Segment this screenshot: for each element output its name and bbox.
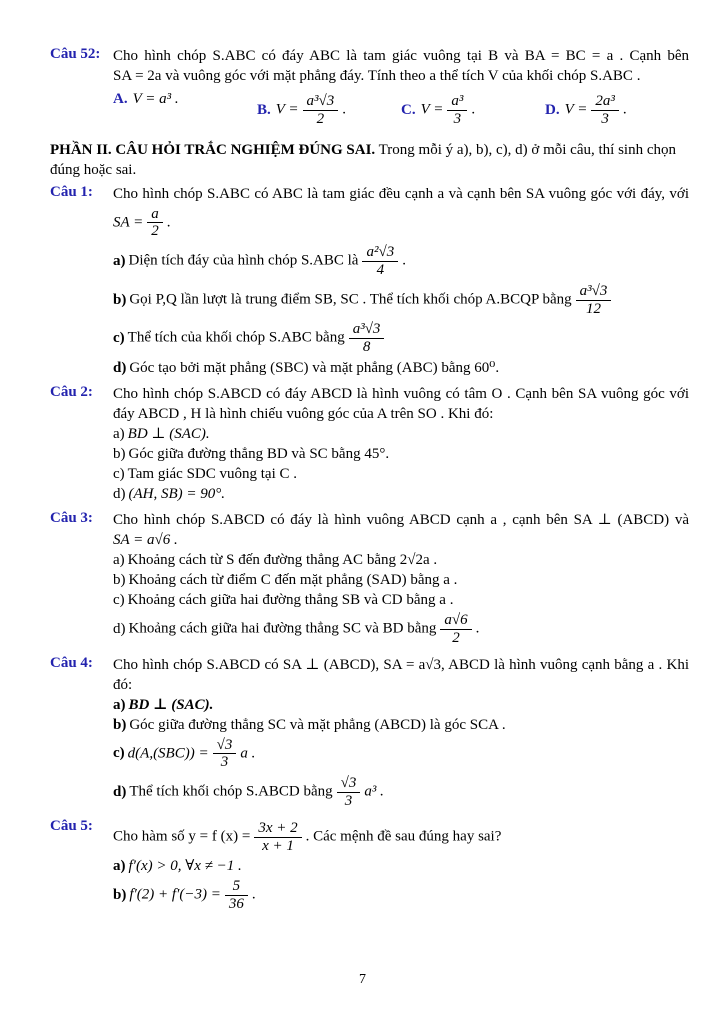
statement-a bbox=[113, 695, 689, 715]
statement-d bbox=[113, 610, 689, 649]
statement-period: a . bbox=[240, 745, 256, 762]
fraction-numerator: 2a³ bbox=[591, 93, 619, 111]
statement-text: Thể tích khối chóp S.ABCD bằng bbox=[129, 783, 333, 800]
fraction-numerator: a bbox=[147, 206, 163, 224]
option-d-letter: D. bbox=[545, 101, 560, 118]
statement-marker: d) bbox=[113, 485, 126, 502]
statement-text: Góc giữa đường thẳng BD và SC bằng 45°. bbox=[128, 445, 390, 462]
question-52 bbox=[50, 46, 689, 130]
statement-b bbox=[113, 876, 689, 915]
statement-a bbox=[113, 856, 689, 876]
statement-text: BD ⊥ (SAC). bbox=[127, 425, 210, 442]
fraction-denominator: 2 bbox=[316, 110, 325, 127]
option-c bbox=[401, 91, 545, 130]
option-d-period: . bbox=[622, 101, 627, 118]
option-b-formula: V = bbox=[275, 101, 299, 118]
part2-heading-rest: Trong mỗi ý a), b), c), d) ở mỗi câu, thí sinh chọn bbox=[375, 141, 676, 158]
fraction-denominator: x + 1 bbox=[262, 837, 294, 854]
statement-marker: b) bbox=[113, 887, 127, 904]
option-a bbox=[113, 91, 257, 130]
question-2-label: Câu 2: bbox=[50, 383, 93, 400]
statement-marker: d) bbox=[113, 620, 126, 637]
fraction-denominator: 2 bbox=[452, 629, 460, 646]
option-d-fraction bbox=[591, 93, 619, 128]
statement-fraction bbox=[440, 612, 471, 647]
question-1-sa bbox=[113, 204, 689, 243]
option-d bbox=[545, 91, 689, 130]
statement-fraction bbox=[362, 244, 398, 279]
question-5-intro bbox=[113, 818, 689, 857]
fraction-denominator: 8 bbox=[362, 339, 371, 356]
statement-a bbox=[113, 242, 689, 281]
fraction-numerator: √3 bbox=[337, 775, 361, 793]
question-4-intro-line2: đó: bbox=[113, 676, 133, 693]
fraction-denominator: 4 bbox=[376, 261, 385, 278]
statement-period: . bbox=[251, 887, 256, 904]
option-c-period: . bbox=[471, 101, 476, 118]
question-3 bbox=[50, 510, 689, 649]
statement-text: Khoảng cách từ điểm C đến mặt phẳng (SAD) bằng a . bbox=[128, 571, 458, 588]
question-3-intro-line2: SA = a√6 . bbox=[113, 531, 178, 548]
page-number: 7 bbox=[359, 972, 366, 987]
statement-d bbox=[113, 358, 689, 378]
question-3-intro-line1: Cho hình chóp S.ABCD có đáy là hình vuông ABCD cạnh a , cạnh bên SA ⊥ (ABCD) và bbox=[113, 511, 689, 528]
intro-text-after: . Các mệnh đề sau đúng hay sai? bbox=[305, 828, 502, 845]
fraction-numerator: √3 bbox=[213, 737, 237, 755]
statement-text: Tam giác SDC vuông tại C . bbox=[127, 465, 298, 482]
statement-fraction bbox=[213, 737, 237, 772]
statement-text: Góc giữa đường thẳng SC và mặt phẳng (ABCD) là góc SCA . bbox=[129, 716, 506, 733]
statement-marker: c) bbox=[113, 465, 125, 482]
fraction-denominator: 36 bbox=[228, 896, 244, 913]
statement-text: f′(2) + f′(−3) = bbox=[129, 887, 221, 904]
question-1 bbox=[50, 184, 689, 378]
fraction-numerator: a³√3 bbox=[576, 283, 612, 301]
sa-formula: SA = bbox=[113, 214, 144, 231]
statement-marker: a) bbox=[113, 696, 126, 713]
fraction-numerator: a√6 bbox=[440, 612, 471, 630]
statement-text: Góc tạo bởi mặt phẳng (SBC) và mặt phẳng (ABC) bằng 60⁰. bbox=[129, 359, 500, 376]
statement-text: BD ⊥ (SAC). bbox=[128, 696, 214, 713]
statement-c bbox=[113, 319, 689, 358]
fraction-numerator: a³√3 bbox=[303, 93, 339, 111]
fraction-numerator: a³√3 bbox=[349, 321, 385, 339]
question-1-label: Câu 1: bbox=[50, 183, 93, 200]
statement-b bbox=[113, 570, 689, 590]
option-d-formula: V = bbox=[564, 101, 588, 118]
statement-marker: c) bbox=[113, 591, 125, 608]
option-b-fraction bbox=[303, 93, 339, 128]
sa-fraction bbox=[147, 206, 163, 241]
question-52-label: Câu 52: bbox=[50, 46, 101, 62]
question-52-text-line2: SA = 2a và vuông góc với mặt phẳng đáy. Tính theo a thể tích V của khối chóp S.ABC . bbox=[113, 68, 641, 84]
option-b-letter: B. bbox=[257, 101, 271, 118]
question-52-options bbox=[113, 91, 689, 130]
fraction-denominator: 3 bbox=[220, 754, 229, 771]
statement-marker: b) bbox=[113, 445, 126, 462]
statement-marker: d) bbox=[113, 783, 127, 800]
statement-text: (AH, SB) = 90°. bbox=[128, 485, 226, 502]
fraction-denominator: 3 bbox=[344, 792, 353, 809]
statement-text: Khoảng cách giữa hai đường thẳng SC và BD bằng bbox=[128, 620, 437, 637]
statement-marker: a) bbox=[113, 858, 126, 875]
statement-text: Khoảng cách giữa hai đường thẳng SB và CD bằng a . bbox=[127, 591, 454, 608]
fraction-denominator: 2 bbox=[151, 223, 159, 240]
statement-text: Diện tích đáy của hình chóp S.ABC là bbox=[128, 252, 359, 269]
question-52-text-line1: Cho hình chóp S.ABC có đáy ABC là tam giác vuông tại B và BA = BC = a . Cạnh bên bbox=[113, 48, 689, 64]
statement-fraction bbox=[337, 775, 361, 810]
statement-period: . bbox=[475, 620, 480, 637]
statement-c bbox=[113, 464, 689, 484]
option-c-fraction bbox=[447, 93, 467, 128]
question-2 bbox=[50, 384, 689, 504]
statement-fraction bbox=[349, 321, 385, 356]
option-a-letter: A. bbox=[113, 91, 128, 107]
statement-b bbox=[113, 444, 689, 464]
question-4 bbox=[50, 655, 689, 812]
option-b-period: . bbox=[342, 101, 347, 118]
part2-heading bbox=[50, 140, 689, 180]
question-5 bbox=[50, 818, 689, 915]
statement-marker: b) bbox=[113, 571, 126, 588]
fraction-numerator: a³ bbox=[447, 93, 467, 111]
fraction-numerator: 5 bbox=[225, 878, 248, 896]
statement-a bbox=[113, 424, 689, 444]
statement-text: d(A,(SBC)) = bbox=[127, 745, 209, 762]
question-4-intro-line1: Cho hình chóp S.ABCD có SA ⊥ (ABCD), SA = a√3, ABCD là hình vuông cạnh bằng a . Khi bbox=[113, 656, 689, 673]
statement-period: a³ . bbox=[364, 783, 384, 800]
fraction-numerator: 3x + 2 bbox=[254, 820, 301, 838]
option-c-letter: C. bbox=[401, 101, 416, 118]
question-1-intro: Cho hình chóp S.ABC có ABC là tam giác đều cạnh a và cạnh bên SA vuông góc với đáy, với bbox=[113, 185, 689, 202]
question-5-label: Câu 5: bbox=[50, 817, 93, 834]
question-2-intro-line2: đáy ABCD , H là hình chiếu vuông góc của A trên SO . Khi đó: bbox=[113, 405, 494, 422]
question-2-intro-line1: Cho hình chóp S.ABCD có đáy ABCD là hình vuông có tâm O . Cạnh bên SA vuông góc với bbox=[113, 385, 689, 402]
part2-heading-line2: đúng hoặc sai. bbox=[50, 161, 137, 178]
statement-text: f′(x) > 0, ∀x ≠ −1 . bbox=[128, 858, 242, 875]
fraction-numerator: a²√3 bbox=[362, 244, 398, 262]
fraction-denominator: 12 bbox=[586, 300, 602, 317]
statement-c bbox=[113, 735, 689, 774]
statement-marker: b) bbox=[113, 291, 127, 308]
statement-text: Khoảng cách từ S đến đường thẳng AC bằng 2√2a . bbox=[127, 551, 438, 568]
statement-fraction bbox=[225, 878, 248, 913]
part2-heading-bold: PHẦN II. CÂU HỎI TRẮC NGHIỆM ĐÚNG SAI. bbox=[50, 141, 376, 158]
intro-text: Cho hàm số y = f (x) = bbox=[113, 828, 251, 845]
statement-text: Thể tích của khối chóp S.ABC bằng bbox=[127, 330, 345, 347]
statement-c bbox=[113, 590, 689, 610]
statement-marker: a) bbox=[113, 252, 126, 269]
option-b bbox=[257, 91, 401, 130]
option-c-formula: V = bbox=[420, 101, 444, 118]
statement-marker: b) bbox=[113, 716, 127, 733]
statement-marker: a) bbox=[113, 425, 125, 442]
fraction-denominator: 3 bbox=[453, 110, 462, 127]
statement-b bbox=[113, 715, 689, 735]
statement-period: . bbox=[402, 252, 406, 269]
intro-fraction bbox=[254, 820, 301, 855]
option-a-formula: V = a³ . bbox=[132, 91, 179, 107]
statement-d bbox=[113, 484, 689, 504]
statement-marker: a) bbox=[113, 551, 125, 568]
question-3-label: Câu 3: bbox=[50, 509, 93, 526]
statement-fraction bbox=[576, 283, 612, 318]
statement-marker: d) bbox=[113, 359, 127, 376]
statement-d bbox=[113, 773, 689, 812]
question-4-label: Câu 4: bbox=[50, 654, 93, 671]
statement-marker: c) bbox=[113, 330, 125, 347]
fraction-denominator: 3 bbox=[601, 110, 609, 127]
sa-period: . bbox=[166, 214, 171, 231]
statement-text: Gọi P,Q lần lượt là trung điểm SB, SC . Thể tích khối chóp A.BCQP bằng bbox=[129, 291, 572, 308]
statement-a bbox=[113, 550, 689, 570]
statement-b bbox=[113, 281, 689, 320]
statement-marker: c) bbox=[113, 745, 125, 762]
